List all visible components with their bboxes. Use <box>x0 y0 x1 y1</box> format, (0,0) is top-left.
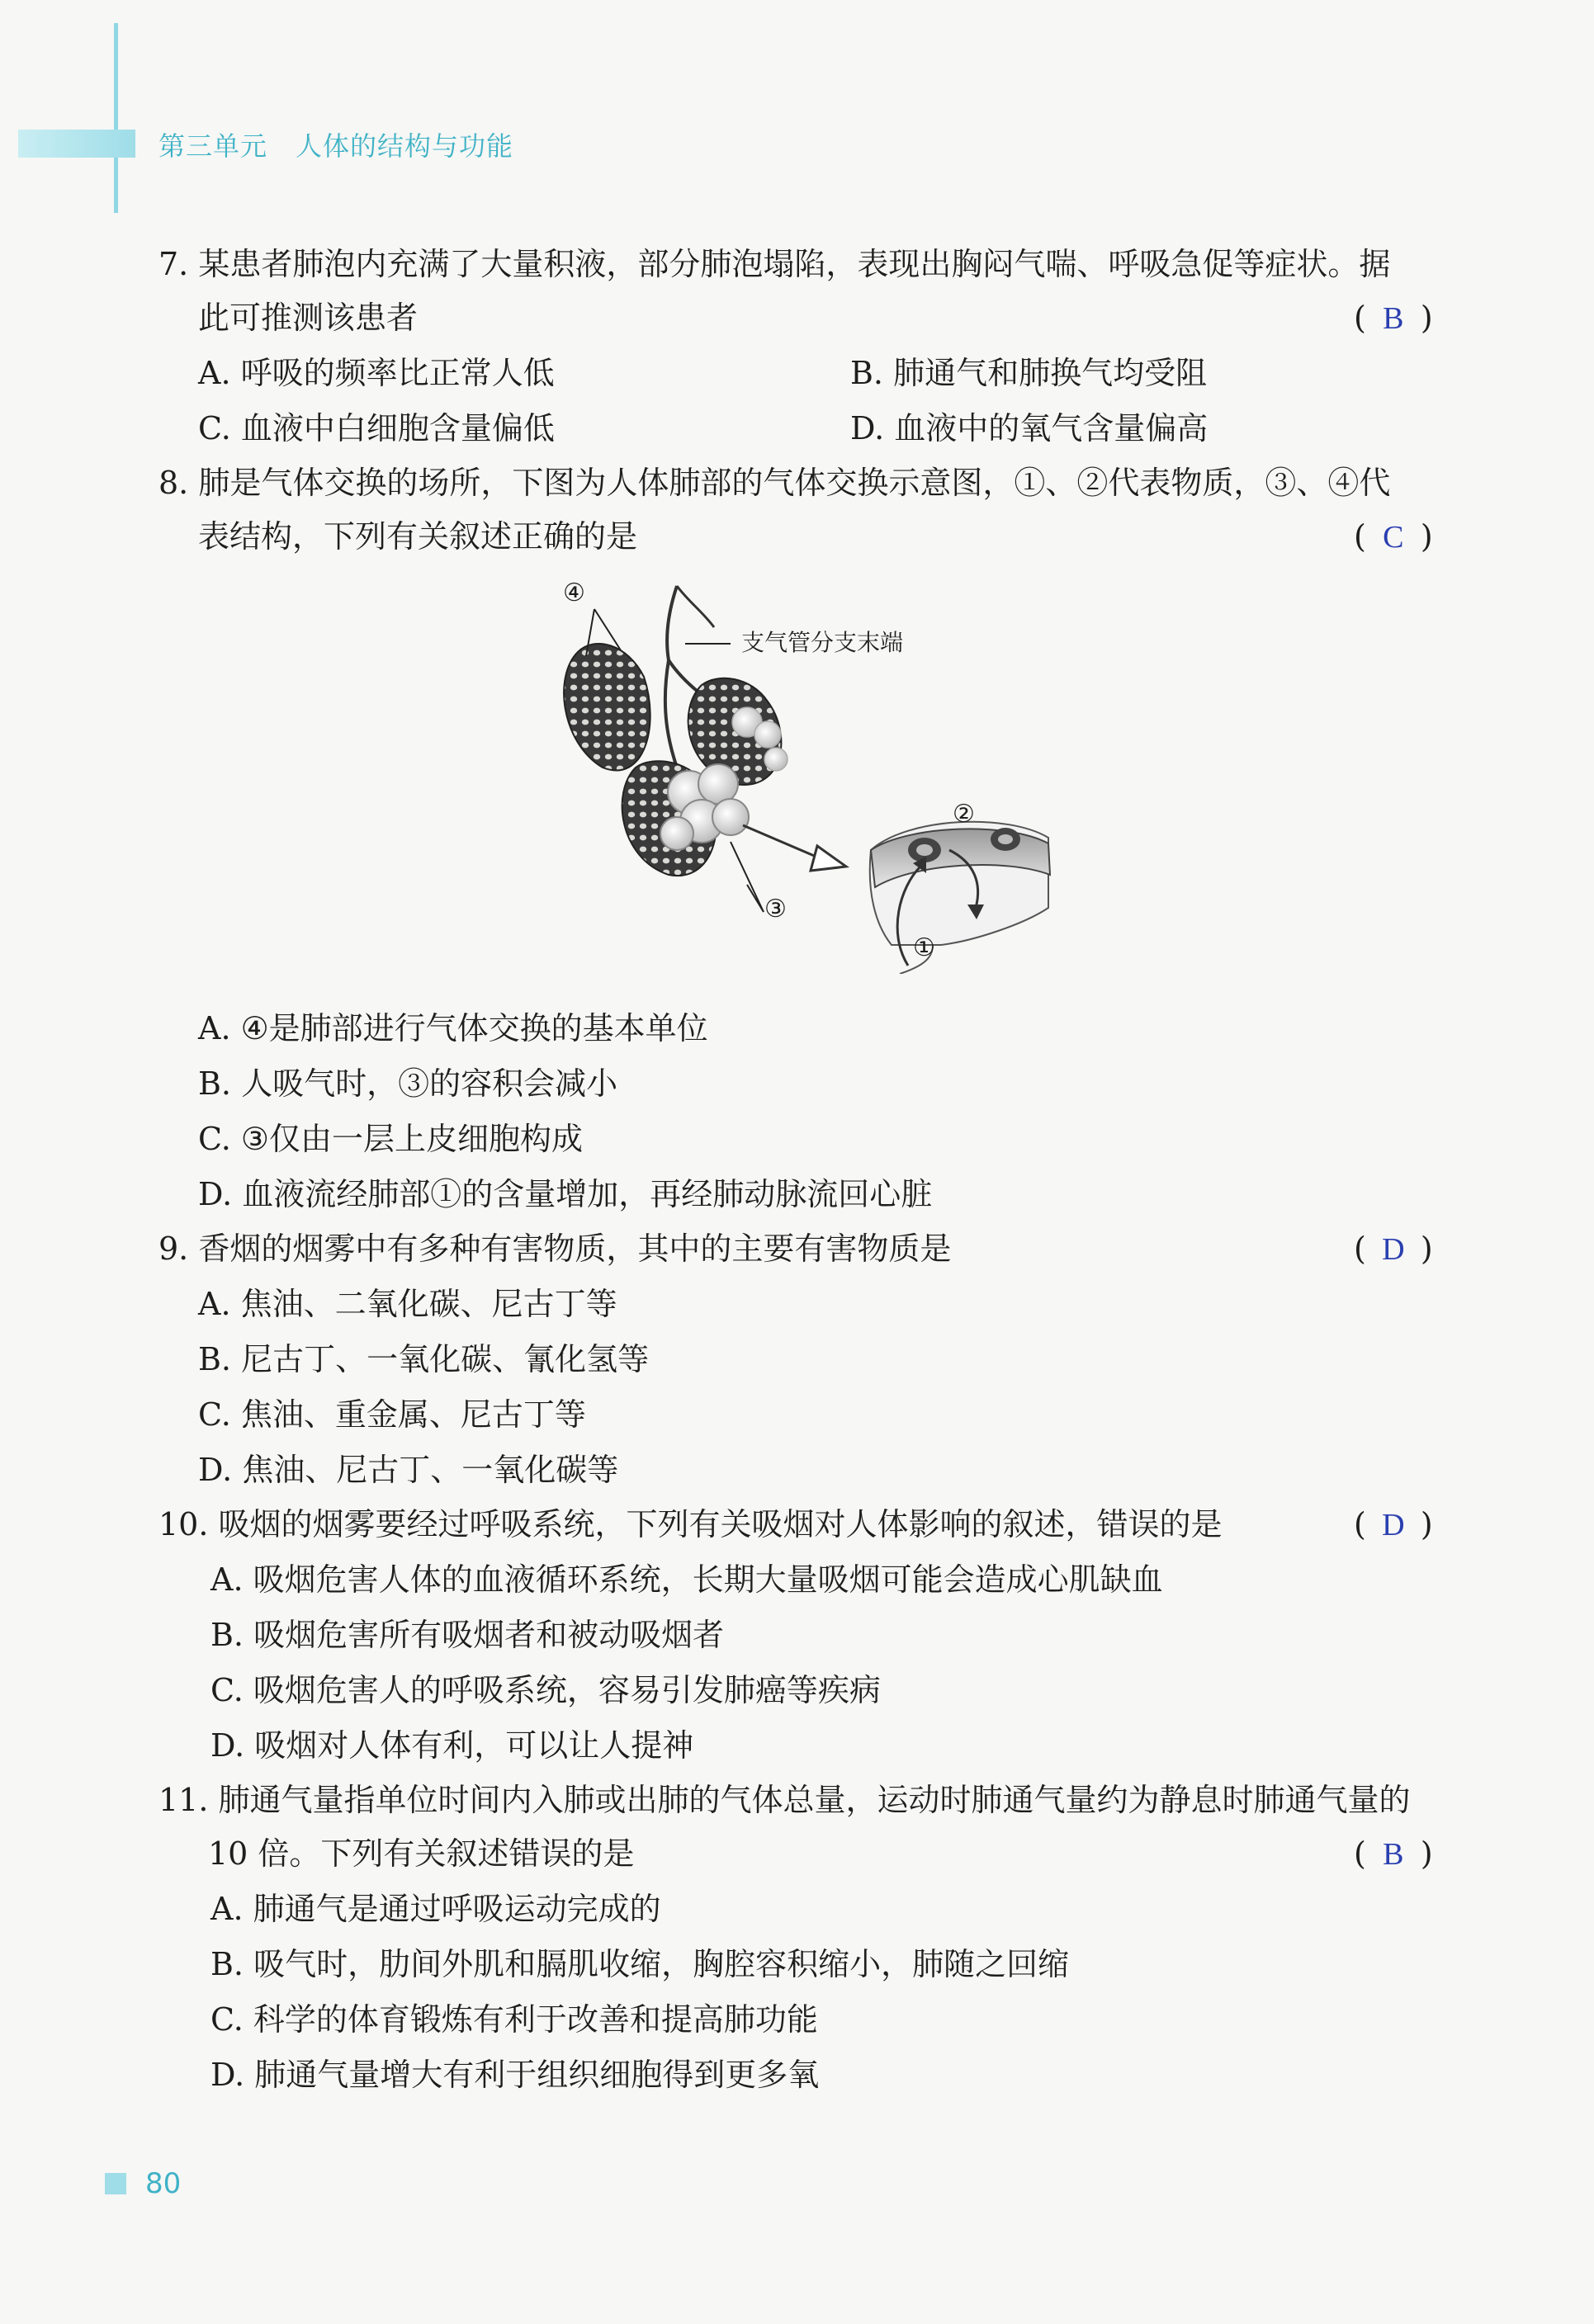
answer-letter: B <box>1383 301 1404 336</box>
question-11-option-a: A. 肺通气是通过呼吸运动完成的 <box>210 1891 661 1927</box>
question-11-option-c: C. 科学的体育锻炼有利于改善和提高肺功能 <box>210 2001 818 2038</box>
question-7-option-b: B. 肺通气和肺换气均受阻 <box>850 355 1208 391</box>
unit-number: 第三单元 <box>158 130 268 162</box>
header-accent-bar <box>18 130 135 158</box>
question-9-option-c: C. 焦油、重金属、尼古丁等 <box>198 1396 586 1433</box>
question-10-stem: 10. 吸烟的烟雾要经过呼吸系统，下列有关吸烟对人体影响的叙述，错误的是 <box>158 1506 1223 1542</box>
question-10-option-d: D. 吸烟对人体有利，可以让人提神 <box>210 1727 694 1764</box>
question-9-stem: 9. 香烟的烟雾中有多种有害物质，其中的主要有害物质是 <box>158 1230 952 1267</box>
figure-label-1: ① <box>913 933 935 962</box>
lung-gas-exchange-diagram <box>545 578 1073 974</box>
answer-letter: D <box>1382 1232 1405 1267</box>
question-8-option-d: D. 血液流经肺部①的含量增加，再经肺动脉流回心脏 <box>198 1176 933 1212</box>
answer-letter: D <box>1382 1508 1405 1542</box>
question-11-stem-line2: 10 倍。下列有关叙述错误的是 <box>208 1835 635 1872</box>
question-9-option-b: B. 尼古丁、一氧化碳、氰化氢等 <box>198 1341 650 1377</box>
header-rule <box>114 23 118 213</box>
unit-header <box>158 125 513 163</box>
question-7-option-c: C. 血液中白细胞含量偏低 <box>198 410 555 446</box>
question-7-stem-line1: 7. 某患者肺泡内充满了大量积液，部分肺泡塌陷，表现出胸闷气喘、呼吸急促等症状。据 <box>158 246 1391 282</box>
figure-label-2: ② <box>953 800 975 829</box>
figure-label-bronchiole: 支气管分支末端 <box>741 629 904 656</box>
question-9-answer: ( D ) <box>1354 1230 1433 1267</box>
figure-label-3: ③ <box>764 895 787 923</box>
unit-title: 人体的结构与功能 <box>296 130 514 162</box>
question-8-option-a: A. ④是肺部进行气体交换的基本单位 <box>198 1010 708 1046</box>
question-10-option-b: B. 吸烟危害所有吸烟者和被动吸烟者 <box>210 1617 725 1653</box>
question-11-option-d: D. 肺通气量增大有利于组织细胞得到更多氧 <box>210 2057 820 2093</box>
question-8-option-b: B. 人吸气时，③的容积会减小 <box>198 1065 618 1102</box>
question-8-stem-line1: 8. 肺是气体交换的场所，下图为人体肺部的气体交换示意图，①、②代表物质，③、④代 <box>158 465 1391 501</box>
answer-letter: C <box>1383 520 1404 555</box>
question-8-option-c: C. ③仅由一层上皮细胞构成 <box>198 1121 583 1157</box>
question-7-option-a: A. 呼吸的频率比正常人低 <box>198 355 555 391</box>
question-9-option-a: A. 焦油、二氧化碳、尼古丁等 <box>198 1286 617 1322</box>
question-11-stem-line1: 11. 肺通气量指单位时间内入肺或出肺的气体总量，运动时肺通气量约为静息时肺通气量的 <box>158 1782 1411 1818</box>
question-10-option-c: C. 吸烟危害人的呼吸系统，容易引发肺癌等疾病 <box>210 1672 881 1708</box>
page-number-marker <box>105 2173 126 2194</box>
question-11-option-b: B. 吸气时，肋间外肌和膈肌收缩，胸腔容积缩小，肺随之回缩 <box>210 1946 1070 1982</box>
answer-letter: B <box>1383 1837 1404 1872</box>
question-11-answer: ( B ) <box>1354 1835 1433 1872</box>
question-7-option-d: D. 血液中的氧气含量偏高 <box>850 410 1209 446</box>
question-9-option-d: D. 焦油、尼古丁、一氧化碳等 <box>198 1452 619 1488</box>
question-8-answer: ( C ) <box>1354 518 1433 555</box>
question-10-option-a: A. 吸烟危害人体的血液循环系统，长期大量吸烟可能会造成心肌缺血 <box>210 1561 1163 1598</box>
figure-label-4: ④ <box>563 579 585 607</box>
question-7-stem-line2: 此可推测该患者 <box>198 300 419 336</box>
page-number: 80 <box>145 2167 182 2200</box>
question-10-answer: ( D ) <box>1354 1506 1433 1542</box>
question-7-answer: ( B ) <box>1354 300 1433 336</box>
question-8-stem-line2: 表结构，下列有关叙述正确的是 <box>198 518 638 555</box>
